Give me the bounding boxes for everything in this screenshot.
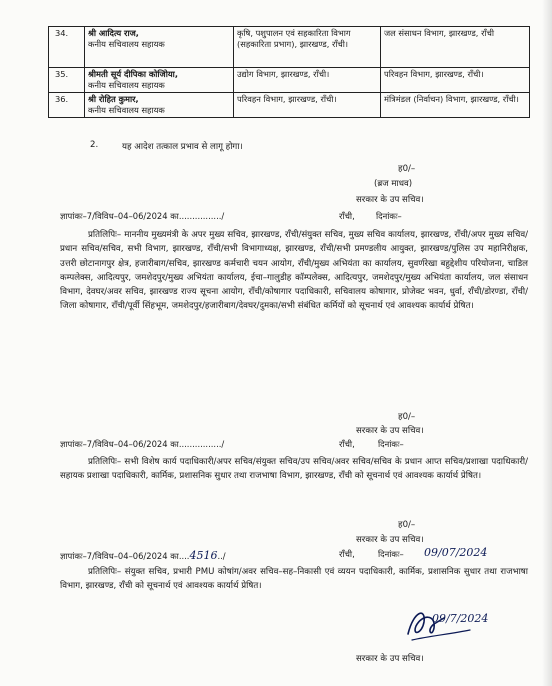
signed-mark: ह0/– (398, 520, 416, 530)
employee-cell (85, 93, 234, 118)
employee-cell (85, 27, 234, 68)
from-department: उद्योग विभाग, झारखण्ड, राँची। (234, 68, 381, 93)
memo-reference (60, 549, 226, 562)
memo-date-label: दिनांकः– (376, 211, 402, 221)
table-row (49, 93, 530, 118)
table-row (49, 27, 530, 68)
memo-reference-number: 4516 (189, 549, 218, 562)
transfer-table (48, 26, 530, 118)
employee-designation: कनीय सचिवालय सहायक (88, 80, 165, 90)
employee-designation: कनीय सचिवालय सहायक (88, 39, 165, 49)
signatory-title: सरकार के उप सचिव। (356, 195, 424, 205)
row-number: 35. (49, 68, 85, 93)
employee-name: श्री आदित्य राज, (88, 28, 139, 38)
from-department: कृषि, पशुपालन एवं सहकारिता विभाग (सहकारिता प्रभाग), झारखण्ड, राँची। (234, 27, 381, 68)
employee-name: श्रीमती सूर्य दीपिका कोजोिया, (88, 69, 178, 79)
memo-reference: ज्ञापांकः–7/विविध–04–06/2024 का................/ (60, 211, 225, 221)
from-department: परिवहन विभाग, झारखण्ड, राँची। (234, 93, 381, 118)
employee-designation: कनीय सचिवालय सहायक (88, 105, 165, 115)
clause-text: यह आदेश तत्काल प्रभाव से लागू होगा। (122, 142, 243, 152)
to-department: परिवहन विभाग, झारखण्ड, राँची। (381, 68, 530, 93)
signed-mark: ह0/– (398, 164, 416, 174)
memo-date-label: दिनांकः– (378, 549, 404, 559)
row-number: 34. (49, 27, 85, 68)
memo-body: प्रतिलिपिः– सभी विशेष कार्य पदाधिकारी/अपर सचिव/संयुक्त सचिव/उप सचिव/अवर सचिव/सचिव के प्रधान आप्त सचिव/प्रशाखा पदाधिकारी/सहायक प्रशाखा पदाधिकारी, कार्मिक, प्रशासनिक सुधार तथा राजभाषा विभाग, झारखण्ड, राँची को सूचनार्थ एवं आवश्यक कार्यार्थ प्रेषित। (60, 457, 528, 482)
memo-place: राँची, (339, 211, 355, 221)
signatory-title: सरकार के उप सचिव। (356, 535, 424, 545)
memo-place: राँची, (339, 549, 355, 559)
memo-date-value: 09/07/2024 (424, 546, 488, 559)
employee-cell (85, 68, 234, 93)
to-department: मंत्रिमंडल (निर्वाचन) विभाग, झारखण्ड, राँची। (381, 93, 530, 118)
signatory-title: सरकार के उप सचिव। (356, 426, 424, 436)
memo-reference-prefix: ज्ञापांकः–7/विविध–04–06/2024 का.... (60, 551, 190, 561)
memo-reference-suffix: ../ (217, 551, 226, 561)
signature-date: 09/7/2024 (432, 612, 489, 625)
memo-body: प्रतिलिपिः– माननीय मुख्यमंत्री के अपर मुख्य सचिव, झारखण्ड, राँची/संयुक्त सचिव, मुख्य सचिव कार्यालय, झारखण्ड, राँची/अपर मुख्य सचिव/प्रधान सचिव/सचिव, सभी विभाग, झारखण्ड, राँची/सभी विभागाध्यक्ष, झारखण्ड, राँची/सभी प्रमण्डलीय आयुक्त, झारखण्ड/पुलिस उप महानिरीक्षक, उत्तरी छोटानागपुर क्षेत्र, हजारीबाग/सचिव, झारखण्ड कर्मचारी चयन आयोग, राँची/मुख्य अभियंता का कार्यालय, सुवर्णरेखा बहुद्देशीय परियोजना, चाडिल कम्पलेक्स, आदित्यपुर, जमशेदपुर/मुख्य अभियंता कार्यालय, ईचा–गालुडीह कॉम्पलेक्स, आदित्यपुर, जमशेदपुर/मुख्य अभियंता कार्यालय, जल संसाधन विभाग, देवघर/अवर सचिव, झारखण्ड राज्य सूचना आयोग, राँची/कोषागार पदाधिकारी, सचिवालय कोषागार, प्रोजेक्ट भवन, धुर्वा, राँची/डोरण्डा, राँची/जिला कोषागार, राँची/पूर्वी सिंहभूम, जमशेदपुर/हजारीबाग/देवघर/दुमका/सभी संबंधित कर्मियों को सूचनार्थ एवं आवश्यक कार्यार्थ प्रेषित। (60, 230, 528, 312)
memo-place: राँची, (339, 439, 355, 449)
table-row (49, 68, 530, 93)
to-department: जल संसाधन विभाग, झारखण्ड, राँची (381, 27, 530, 68)
memo-body: प्रतिलिपिः– संयुक्त सचिव, प्रभारी PMU कोषांग/अवर सचिव–सह–निकासी एवं व्ययन पदाधिकारी, कार्मिक, प्रशासनिक सुधार तथा राजभाषा विभाग, झारखण्ड, राँची को सूचनार्थ एवं आवश्यक कार्यार्थ प्रेषित। (60, 567, 528, 592)
signatory-title: सरकार के उप सचिव। (356, 654, 424, 664)
memo-date-label: दिनांकः– (378, 439, 404, 449)
page-edge-shadow (542, 0, 552, 686)
clause-number: 2. (90, 140, 99, 150)
signatory-name: (ब्रज माधव) (374, 179, 413, 189)
memo-reference: ज्ञापांकः–7/विविध–04–06/2024 का................/ (60, 439, 225, 449)
signed-mark: ह0/– (398, 412, 416, 422)
employee-name: श्री रोहित कुमार, (88, 94, 139, 104)
row-number: 36. (49, 93, 85, 118)
